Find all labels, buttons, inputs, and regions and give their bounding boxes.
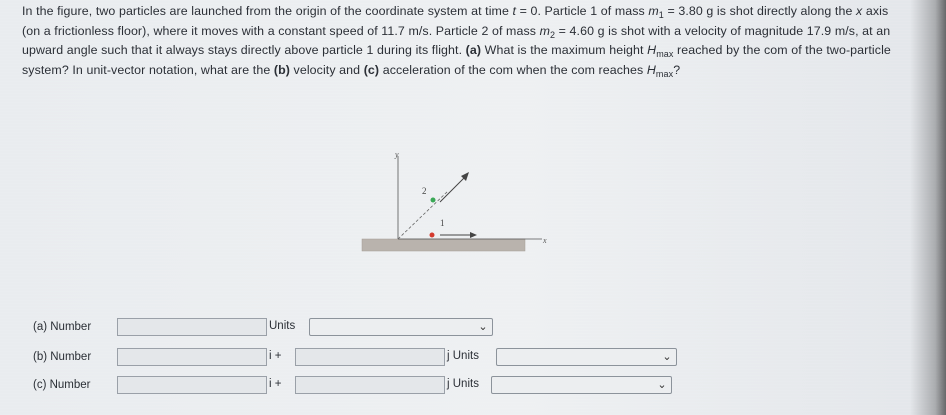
q-text-9: acceleration of the com when the com reaches [379, 62, 647, 77]
q-sub-hmax: max [656, 49, 674, 60]
x-axis-label: x [543, 236, 547, 245]
chevron-down-icon: ⌄ [662, 351, 672, 363]
q-sub-hmax-2: max [655, 68, 674, 79]
chevron-down-icon: ⌄ [657, 379, 667, 391]
q-text-7: reached by the com of the two-particle system? In unit-vector notation, what are the [22, 43, 891, 77]
trajectory-line [398, 191, 448, 239]
chevron-down-icon: ⌄ [478, 321, 488, 333]
q-text-2: = 0. Particle 1 of mass [516, 4, 649, 18]
q-text-5: = 4.60 g is shot with a velocity of magnitude 17.9 m/s, at an upward angle such that it always stays directly above particle 1 during its flight. [22, 23, 891, 58]
velocity-arrowhead-1 [470, 232, 477, 238]
answer-c-j-input[interactable] [295, 376, 445, 394]
answer-c-units-select[interactable] [491, 376, 672, 394]
answer-b-j-input[interactable] [295, 348, 445, 366]
answer-row-b [33, 346, 893, 368]
answer-b-label: (b) Number [33, 351, 92, 363]
answer-row-a [33, 316, 893, 338]
answer-c-label: (c) Number [33, 379, 91, 391]
answer-c-j-label: j Units [447, 378, 479, 390]
q-var-m2: m [539, 23, 551, 38]
q-text-6: What is the maximum height [481, 43, 648, 58]
q-var-t: t [512, 4, 517, 18]
answer-a-units-select[interactable] [309, 318, 493, 336]
q-tag-b: (b) [273, 62, 290, 77]
answer-row-c [33, 374, 893, 396]
q-tag-c: (c) [363, 62, 380, 77]
q-text-4: axis (on a frictionless floor), where it moves with a constant speed of 11.7 m/s. Particle 2 of mass [22, 4, 889, 38]
particle-1-label: 1 [440, 218, 445, 228]
answer-b-j-label: j Units [447, 350, 479, 362]
q-var-m1: m [648, 4, 659, 18]
particle-1 [430, 233, 435, 238]
answer-c-i-label: i + [269, 378, 282, 390]
q-sub-m2: 2 [550, 29, 556, 40]
q-var-hmax: H [647, 43, 657, 58]
q-var-hmax-2: H [646, 62, 656, 77]
answer-a-number-input[interactable] [117, 318, 267, 336]
particle-2 [431, 198, 436, 203]
q-tag-a: (a) [465, 43, 482, 58]
screen-edge-shadow [910, 0, 946, 415]
question-text [22, 4, 902, 82]
velocity-arrow-2 [440, 176, 466, 202]
y-axis-label: y [395, 150, 399, 159]
answer-c-i-input[interactable] [117, 376, 267, 394]
q-text-10: ? [673, 62, 681, 77]
q-text-8: velocity and [289, 62, 364, 77]
q-var-x: x [856, 4, 863, 18]
floor [362, 239, 525, 251]
answer-b-i-label: i + [269, 350, 282, 362]
answer-a-units-label: Units [269, 320, 296, 332]
particle-figure [360, 148, 550, 258]
q-sub-m1: 1 [658, 10, 664, 20]
particle-2-label: 2 [422, 186, 427, 196]
answer-b-i-input[interactable] [117, 348, 267, 366]
answer-b-units-select[interactable] [496, 348, 677, 366]
q-text-1: In the figure, two particles are launched from the origin of the coordinate system at time [22, 4, 513, 18]
q-text-3: = 3.80 g is shot directly along the [663, 4, 856, 18]
answer-a-label: (a) Number [33, 321, 92, 333]
